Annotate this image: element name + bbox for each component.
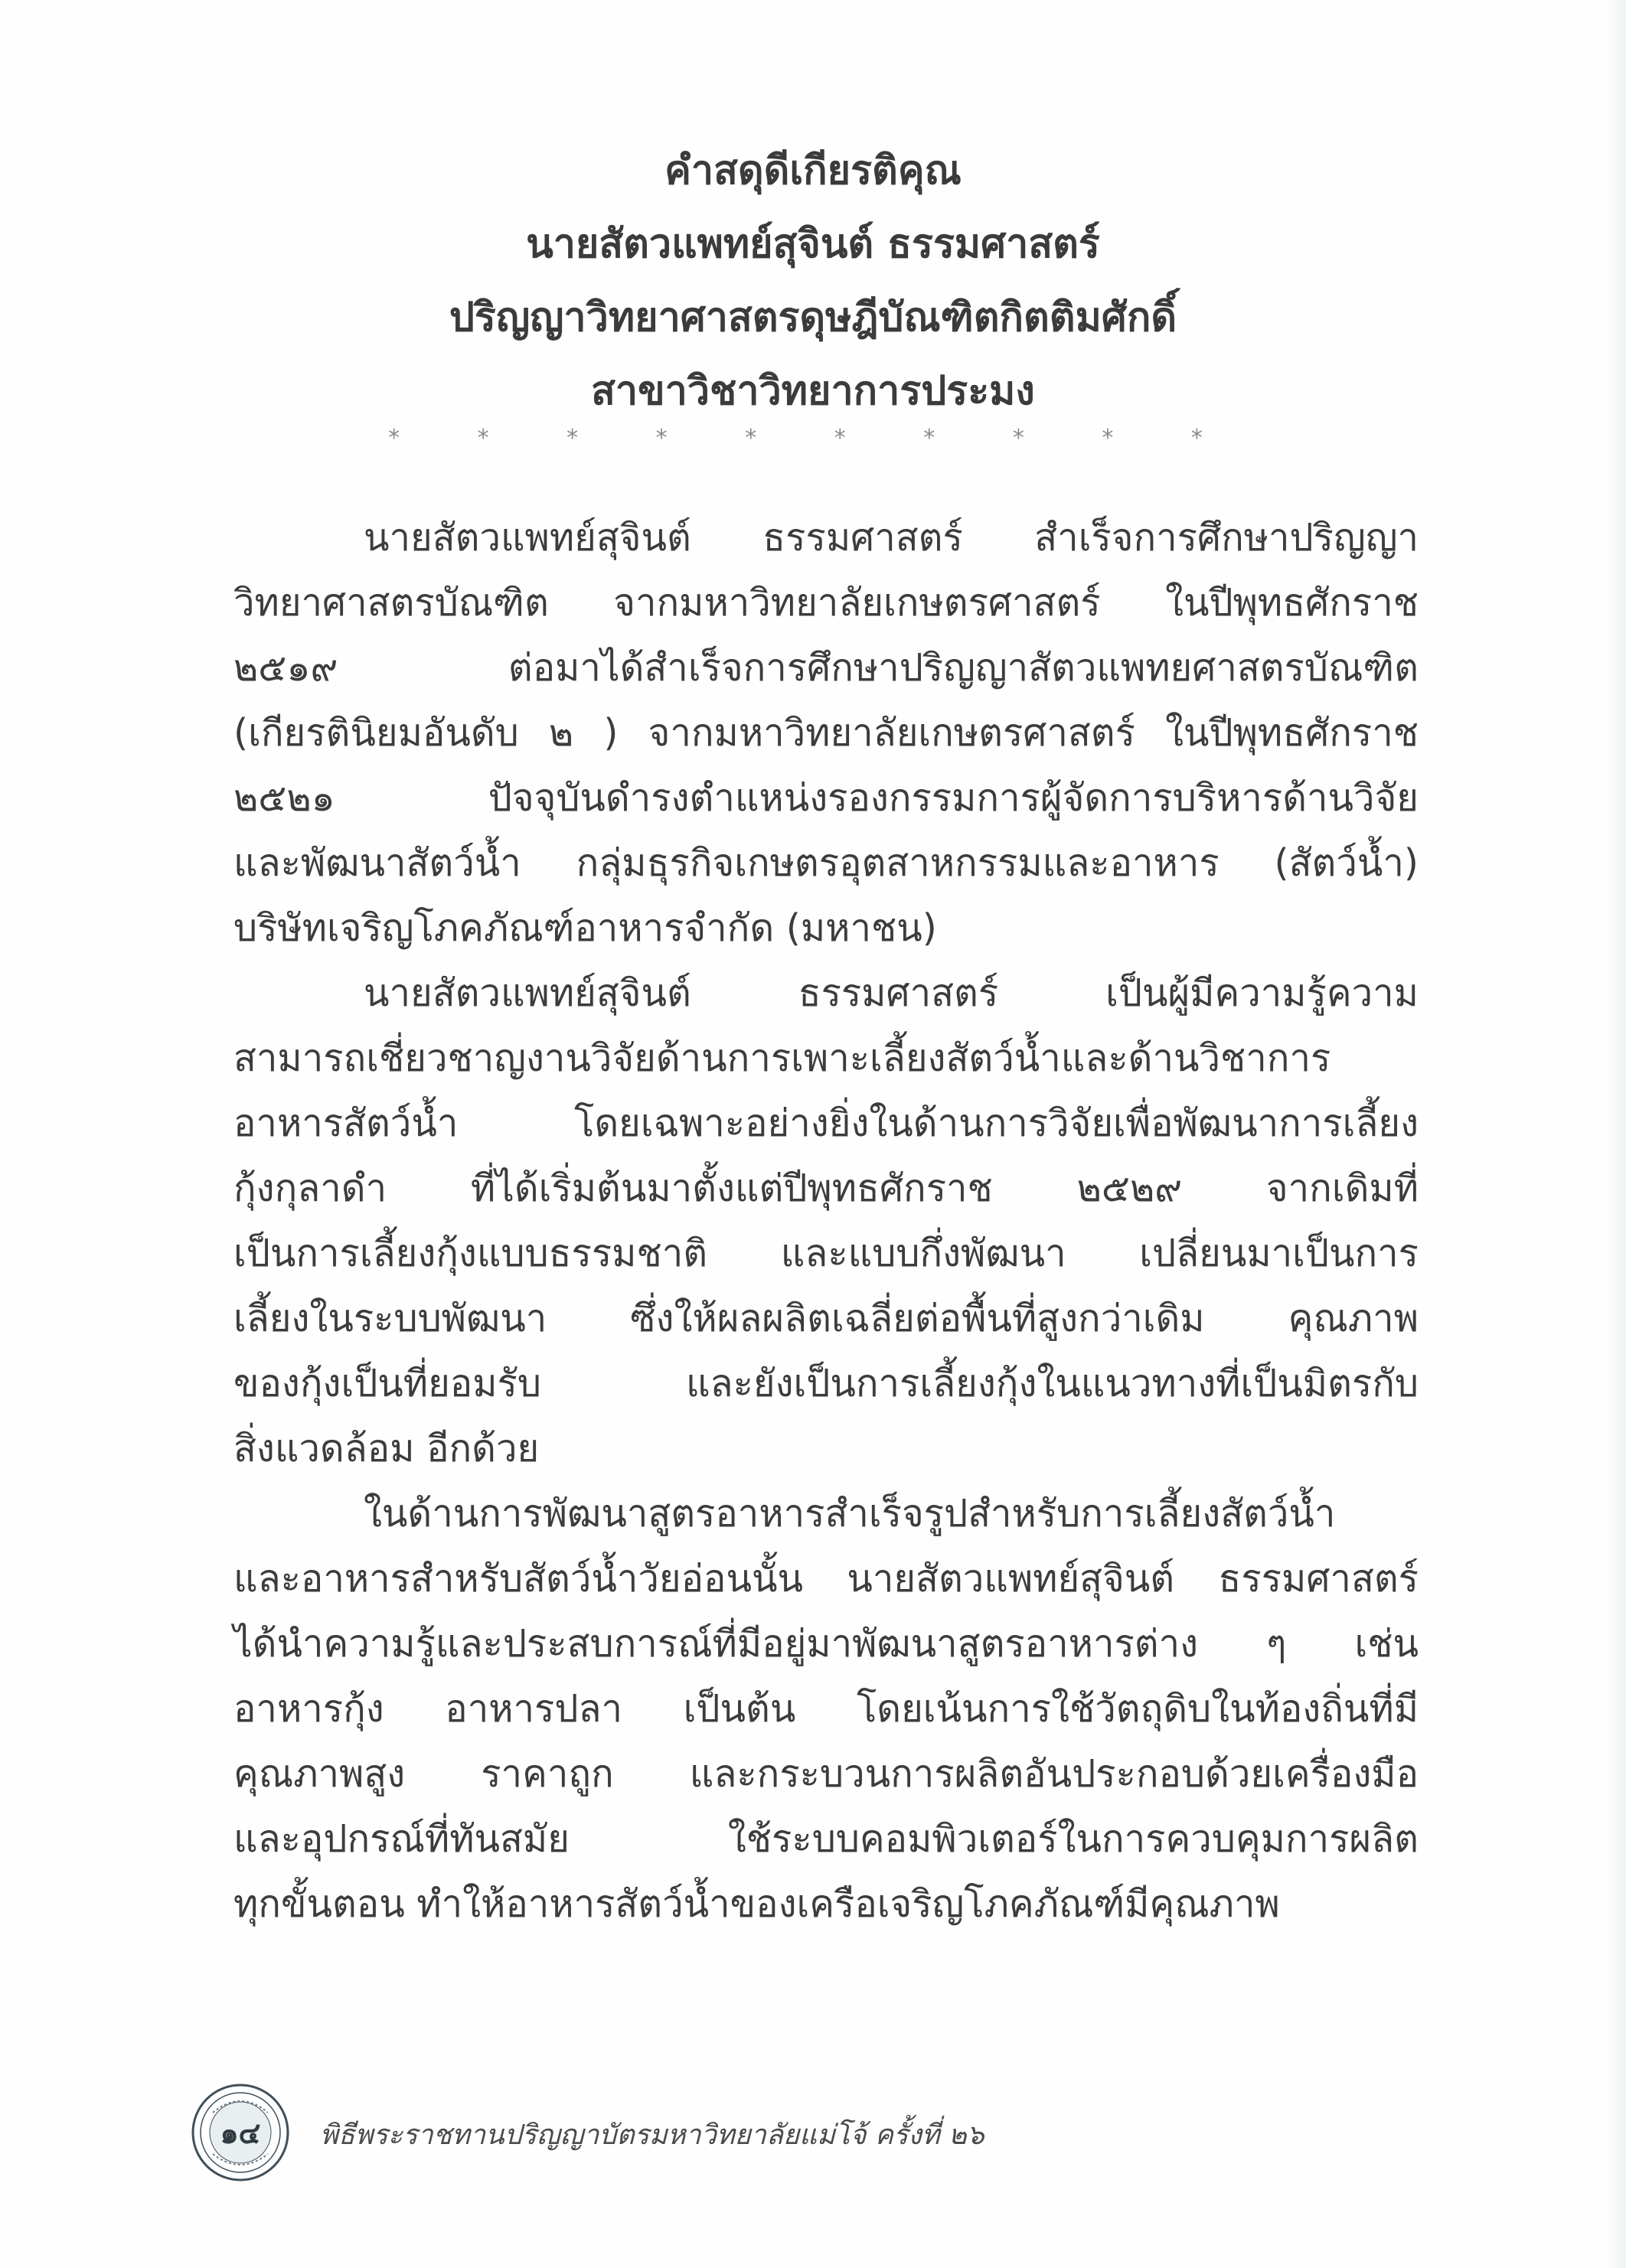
degree-name: ปริญญาวิทยาศาสตรดุษฎีบัณฑิตกิตติมศักดิ์ — [449, 295, 1177, 341]
field-of-study: สาขาวิชาวิทยาการประมง — [591, 368, 1035, 414]
paragraph-feed-development — [233, 1481, 1419, 1937]
paragraph-expertise — [233, 961, 1419, 1481]
body-line: และพัฒนาสัตว์น้ำ กลุ่มธุรกิจเกษตรอุตสาหกรรมและอาหาร (สัตว์น้ำ) — [233, 841, 1419, 885]
citation-title: คำสดุดีเกียรติคุณ — [664, 148, 962, 194]
body-line: สิ่งแวดล้อม อีกด้วย — [233, 1427, 540, 1470]
body-line: และอาหารสำหรับสัตว์น้ำวัยอ่อนนั้น นายสัตวแพทย์สุจินต์ ธรรมศาสตร์ — [233, 1557, 1419, 1601]
honoree-name: นายสัตวแพทย์สุจินต์ ธรรมศาสตร์ — [526, 221, 1100, 267]
body-line: วิทยาศาสตรบัณฑิต จากมหาวิทยาลัยเกษตรศาสตร์ ในปีพุทธศักราช — [233, 581, 1419, 625]
body-line: นายสัตวแพทย์สุจินต์ ธรรมศาสตร์ สำเร็จการศึกษาปริญญา — [364, 516, 1419, 560]
body-line: นายสัตวแพทย์สุจินต์ ธรรมศาสตร์ เป็นผู้มีความรู้ความ — [364, 971, 1419, 1015]
body-line: อาหารกุ้ง อาหารปลา เป็นต้น โดยเน้นการใช้วัตถุดิบในท้องถิ่นที่มี — [233, 1687, 1419, 1731]
body-line: ๒๕๑๙ ต่อมาได้สำเร็จการศึกษาปริญญาสัตวแพทยศาสตรบัณฑิต — [233, 646, 1419, 690]
body-line: เป็นการเลี้ยงกุ้งแบบธรรมชาติ และแบบกึ่งพัฒนา เปลี่ยนมาเป็นการ — [233, 1232, 1419, 1275]
citation-header — [0, 134, 1626, 428]
page-number: ๑๔ — [220, 2116, 261, 2150]
body-line: ได้นำความรู้และประสบการณ์ที่มีอยู่มาพัฒนาสูตรอาหารต่าง ๆ เช่น — [233, 1622, 1419, 1666]
body-line: ๒๕๒๑ ปัจจุบันดำรงตำแหน่งรองกรรมการผู้จัดการบริหารด้านวิจัย — [233, 776, 1419, 820]
body-line: ของกุ้งเป็นที่ยอมรับ และยังเป็นการเลี้ยงกุ้งในแนวทางที่เป็นมิตรกับ — [233, 1362, 1419, 1405]
body-line: ในด้านการพัฒนาสูตรอาหารสำเร็จรูปสำหรับการเลี้ยงสัตว์น้ำ — [364, 1492, 1336, 1535]
body-line: กุ้งกุลาดำ ที่ได้เริ่มต้นมาตั้งแต่ปีพุทธศักราช ๒๕๒๙ จากเดิมที่ — [233, 1167, 1419, 1210]
asterisk-separator: * * * * * * * * * * — [388, 425, 1238, 452]
citation-body — [233, 505, 1419, 1937]
body-line: ทุกขั้นตอน ทำให้อาหารสัตว์น้ำของเครือเจริญโภคภัณฑ์มีคุณภาพ — [233, 1882, 1280, 1926]
body-line: บริษัทเจริญโภคภัณฑ์อาหารจำกัด (มหาชน) — [233, 906, 937, 950]
university-seal-icon — [190, 2082, 291, 2183]
body-line: สามารถเชี่ยวชาญงานวิจัยด้านการเพาะเลี้ยงสัตว์น้ำและด้านวิชาการ — [233, 1036, 1331, 1080]
body-line: เลี้ยงในระบบพัฒนา ซึ่งให้ผลผลิตเฉลี่ยต่อพื้นที่สูงกว่าเดิม คุณภาพ — [233, 1297, 1419, 1340]
body-line: (เกียรตินิยมอันดับ ๒ ) จากมหาวิทยาลัยเกษตรศาสตร์ ในปีพุทธศักราช — [233, 711, 1419, 755]
body-line: และอุปกรณ์ที่ทันสมัย ใช้ระบบคอมพิวเตอร์ในการควบคุมการผลิต — [233, 1817, 1419, 1861]
body-line: อาหารสัตว์น้ำ โดยเฉพาะอย่างยิ่งในด้านการวิจัยเพื่อพัฒนาการเลี้ยง — [233, 1101, 1419, 1145]
page-footer — [190, 2082, 1415, 2189]
ceremony-caption: พิธีพระราชทานปริญญาบัตรมหาวิทยาลัยแม่โจ้ ครั้งที่ ๒๖ — [320, 2120, 984, 2151]
paragraph-education — [233, 505, 1419, 961]
body-line: คุณภาพสูง ราคาถูก และกระบวนการผลิตอันประกอบด้วยเครื่องมือ — [233, 1752, 1419, 1796]
